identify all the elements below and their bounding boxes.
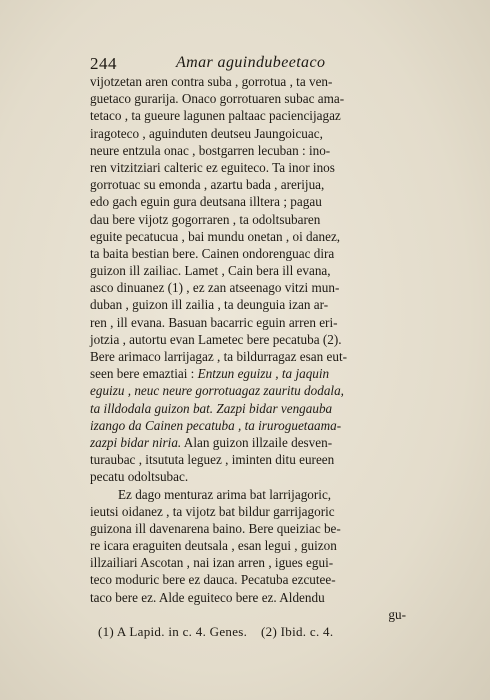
text-line: vijotzetan aren contra suba , gorrotua , ta ven-	[90, 74, 333, 89]
text-line: illzailiari Ascotan , nai izan arren , igues egui-	[90, 555, 334, 571]
text-line: ta baita bestian bere. Cainen ondorenguac dira	[90, 245, 335, 261]
text-line-quote: eguizu , neuc neure gorrotuagaz zauritu dodala,	[90, 383, 344, 399]
text-line: neure entzula onac , bostgarren lecuban : ino-	[90, 142, 331, 158]
text-line: iragoteco , aguinduten deutseu Jaungoicuac,	[90, 125, 323, 141]
text-line: teco moduric bere ez dauca. Pecatuba ezcutee-	[90, 572, 336, 588]
text-line-quote: izango da Cainen pecatuba , ta iruroguetaama-	[90, 417, 342, 433]
quote-italic-text: zazpi bidar niria.	[90, 434, 182, 450]
text-line: edo gach eguin gura deutsana illtera ; pagau	[90, 194, 322, 210]
text-line: duban , guizon ill zailia , ta deunguia izan ar-	[90, 297, 329, 313]
paragraph-start: Ez dago menturaz arima bat larrijagoric,	[118, 486, 332, 502]
text-line: taco bere ez. Alde eguiteco bere ez. Aldendu	[90, 589, 325, 605]
text-line-quote: seen bere emaztiai : Entzun eguizu , ta jaquin	[90, 366, 330, 382]
text-line: turaubac , itsututa leguez , iminten ditu eureen	[90, 452, 335, 468]
text-line: guetaco gurarija. Onaco gorrotuaren subac ama-	[90, 91, 345, 107]
text-line: zazpi bidar niria. Alan guizon illzaile desven-	[90, 434, 333, 450]
catchword: gu-	[388, 606, 406, 622]
quote-italic-text: Entzun eguizu , ta jaquin	[197, 366, 330, 382]
text-line: eguite pecatucua , bai mundu onetan , oi danez,	[90, 228, 341, 244]
footnote-1: (1) A Lapid. in c. 4. Genes.	[98, 624, 248, 639]
text-line: guizona ill davenarena baino. Bere queiziac be-	[90, 520, 341, 536]
footnote-2: (2) Ibid. c. 4.	[261, 624, 334, 639]
text-line: Bere arimaco larrijagaz , ta bildurragaz esan eut-	[90, 349, 348, 364]
text-line: ren , ill evana. Basuan bacarric eguin arren eri-	[90, 314, 338, 330]
text-line: gorrotuac su emonda , azartu bada , arerijua,	[90, 177, 325, 193]
text-line: re icara eraguiten deutsala , esan legui , guizon	[90, 538, 337, 554]
footnotes	[98, 624, 418, 641]
page-number: 244	[90, 54, 117, 73]
text-line: guizon ill zailiac. Lamet , Cain bera ill evana,	[90, 263, 331, 279]
text-line: asco dinuanez (1) , ez zan atseenago vitzi mun-	[90, 280, 340, 296]
text-line: ieutsi oidanez , ta vijotz bat bildur garrijagoric	[90, 503, 335, 519]
body-text	[90, 73, 406, 623]
text-line: ren vitzitziari calteric ez eguiteco. Ta inor inos	[90, 159, 335, 175]
text-line-quote: ta illdodala guizon bat. Zazpi bidar vengauba	[90, 400, 333, 416]
text-line: pecatu odoltsubac.	[90, 469, 189, 485]
running-title: Amar aguindubeetaco	[176, 54, 326, 71]
text-line: jotzia , autortu evan Lametec bere pecatuba (2).	[90, 331, 342, 347]
text-line: tetaco , ta gueure lagunen paltaac paciencijagaz	[90, 108, 341, 124]
text-line: dau bere vijotz gogorraren , ta odoltsubaren	[90, 211, 321, 227]
